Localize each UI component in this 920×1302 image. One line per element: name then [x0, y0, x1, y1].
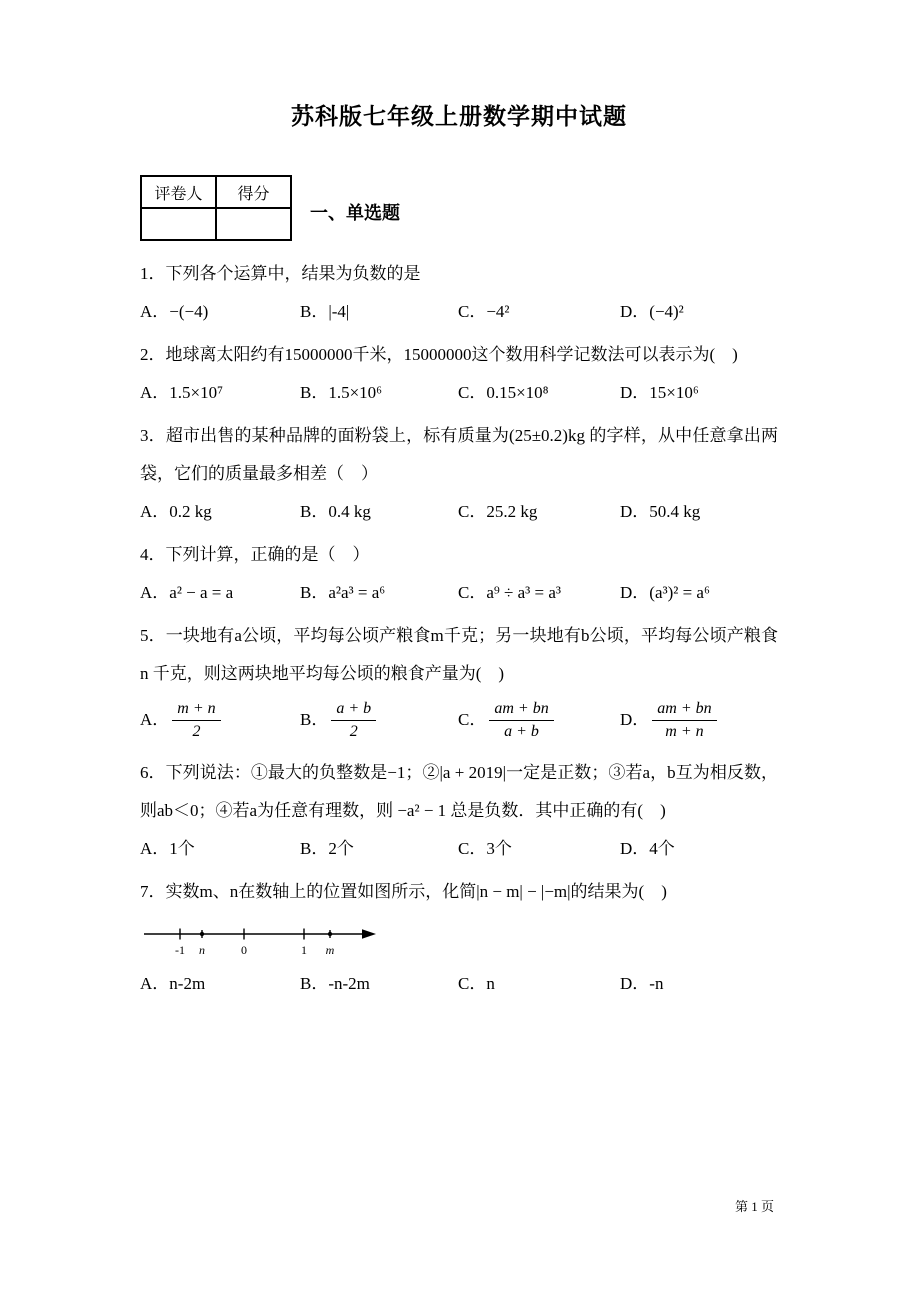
question-4-options: [140, 574, 778, 612]
question-2-option-d: D．15×10⁶: [620, 383, 699, 402]
fraction-numerator: am + bn: [489, 700, 553, 721]
question-2-options: [140, 374, 778, 412]
fraction-numerator: am + bn: [652, 700, 716, 721]
fraction-denominator: a + b: [504, 723, 539, 741]
question-6-stem: 6．下列说法：①最大的负整数是−1；②|a + 2019|一定是正数；③若a，b互为相反数，则ab＜0；④若a为任意有理数，则 −a² − 1 总是负数．其中正确的有( ): [140, 762, 778, 820]
question-7: [140, 873, 778, 1003]
question-6-options: [140, 830, 778, 868]
numberline-label-0: 0: [241, 942, 247, 957]
question-6-option-a: A．1个: [140, 838, 195, 858]
question-7-stem: 7．实数m、n在数轴上的位置如图所示，化简|n − m| − |−m|的结果为( ): [140, 881, 667, 901]
question-6-option-d: D．4个: [620, 838, 675, 858]
question-7-option-c: C．n: [458, 973, 495, 993]
question-5-stem: 5．一块地有a公顷，平均每公顷产粮食m千克；另一块地有b公顷，平均每公顷产粮食n 千克，则这两块地平均每公顷的粮食产量为( ): [140, 626, 778, 683]
question-7-options: [140, 965, 778, 1003]
question-5-option-c-label: C．: [458, 709, 487, 729]
fraction: [331, 700, 376, 742]
question-6-option-b: B．2个: [300, 838, 354, 858]
number-line-figure: [140, 917, 390, 963]
question-2-stem: 2．地球离太阳约有15000000千米，15000000这个数用科学记数法可以表示为( ): [140, 345, 738, 364]
question-7-option-b: B．-n-2m: [300, 973, 370, 993]
score-header-row: [140, 175, 778, 241]
question-3-stem: 3．超市出售的某种品牌的面粉袋上，标有质量为(25±0.2)kg 的字样，从中任意拿出两袋，它们的质量最多相差（ ）: [140, 426, 778, 483]
score-table-cell-grader-empty: [141, 208, 216, 240]
question-1-option-a: A．−(−4): [140, 302, 209, 321]
fraction-numerator: m + n: [172, 700, 220, 721]
score-table-header-row: [141, 176, 291, 208]
question-6: [140, 754, 778, 868]
question-1: [140, 255, 778, 331]
question-4-option-c: C．a⁹ ÷ a³ = a³: [458, 583, 562, 602]
page-title: 苏科版七年级上册数学期中试题: [291, 104, 627, 129]
question-2-option-c: C．0.15×10⁸: [458, 383, 549, 402]
fraction: [489, 700, 553, 742]
score-table-header-grader: 评卷人: [141, 176, 216, 208]
score-table-value-row: [141, 208, 291, 240]
question-1-option-c: C．−4²: [458, 302, 510, 321]
score-table-cell-score-empty: [216, 208, 291, 240]
question-3-options: [140, 493, 778, 531]
question-3-option-d: D．50.4 kg: [620, 502, 701, 521]
question-5-option-d: [620, 700, 778, 742]
question-5-option-b: [300, 700, 458, 742]
question-5-option-d-label: D．: [620, 709, 650, 729]
question-2-option-a: A．1.5×10⁷: [140, 383, 224, 402]
section-heading: 一、单选题: [310, 203, 400, 223]
question-4-option-b: B．a²a³ = a⁶: [300, 583, 386, 602]
question-5-option-c: [458, 700, 620, 742]
fraction: [652, 700, 716, 742]
fraction-numerator: a + b: [331, 700, 376, 721]
arrowhead-icon: [362, 929, 376, 939]
question-1-option-d: D．(−4)²: [620, 302, 684, 321]
page-number-footer: 第 1 页: [734, 1199, 774, 1214]
question-4: [140, 536, 778, 612]
fraction-denominator: 2: [349, 723, 358, 741]
question-4-stem: 4．下列计算，正确的是（ ）: [140, 545, 370, 564]
numberline-label-1: 1: [301, 942, 307, 957]
question-1-options: [140, 293, 778, 331]
fraction-denominator: m + n: [665, 723, 704, 741]
question-2: [140, 336, 778, 412]
question-3-option-b: B．0.4 kg: [300, 502, 371, 521]
numberline-label-m: m: [325, 942, 335, 957]
numberline-label-n: n: [199, 942, 205, 957]
question-3-option-c: C．25.2 kg: [458, 502, 538, 521]
question-7-option-a: A．n-2m: [140, 973, 206, 993]
question-4-option-a: A．a² − a = a: [140, 583, 234, 602]
numberline-label-minus1: -1: [175, 942, 185, 957]
question-2-option-b: B．1.5×10⁶: [300, 383, 383, 402]
question-1-stem: 1．下列各个运算中，结果为负数的是: [140, 264, 421, 283]
fraction-denominator: 2: [192, 723, 201, 741]
fraction: [172, 700, 220, 742]
question-3: [140, 417, 778, 531]
question-4-option-d: D．(a³)² = a⁶: [620, 583, 710, 602]
question-3-option-a: A．0.2 kg: [140, 502, 212, 521]
question-5-option-b-label: B．: [300, 709, 329, 729]
question-1-option-b: B．|-4|: [300, 302, 350, 321]
score-table-header-score: 得分: [216, 176, 291, 208]
question-5-options: [140, 693, 778, 749]
score-table: [140, 175, 292, 241]
question-5-option-a-label: A．: [140, 709, 170, 729]
question-5-option-a: [140, 700, 300, 742]
question-6-option-c: C．3个: [458, 838, 512, 858]
question-7-option-d: D．-n: [620, 973, 664, 993]
question-5: [140, 617, 778, 749]
